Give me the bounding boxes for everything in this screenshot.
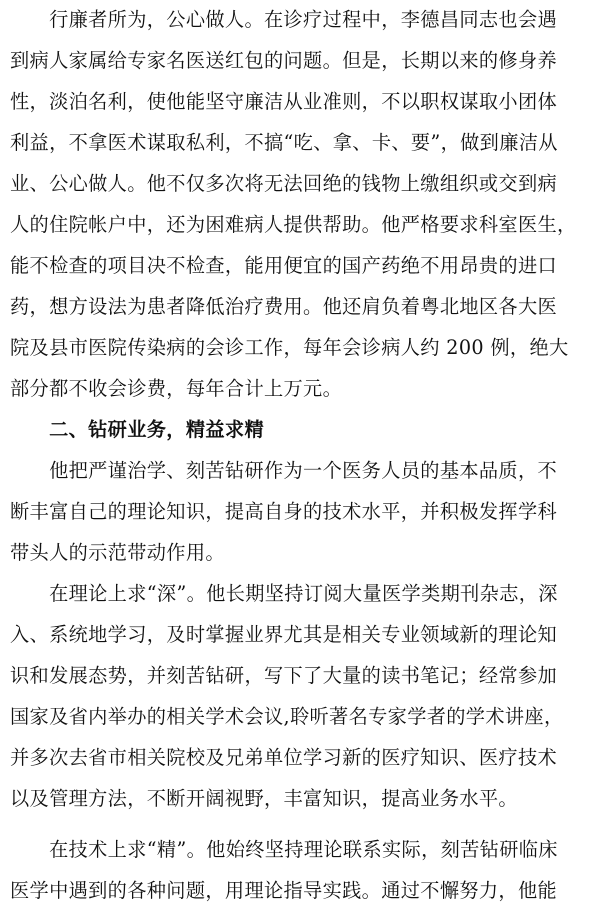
paragraph-line: 行廉者所为，公心做人。在诊疗过程中，李德昌同志也会遇 <box>10 8 558 31</box>
paragraph-line: 断丰富自己的理论知识，提高自身的技术水平，并积极发挥学科 <box>10 500 558 523</box>
paragraph-line: 人的住院帐户中，还为困难病人提供帮助。他严格要求科室医生， <box>10 213 577 236</box>
paragraph-line: 部分都不收会诊费，每年合计上万元。 <box>10 377 343 400</box>
paragraph-line: 在技术上求“精”。他始终坚持理论联系实际，刻苦钻研临床 <box>10 838 558 861</box>
paragraph-line: 在理论上求“深”。他长期坚持订阅大量医学类期刊杂志，深 <box>10 582 558 605</box>
paragraph-line: 到病人家属给专家名医送红包的问题。但是，长期以来的修身养 <box>10 49 558 72</box>
paragraph-line: 识和发展态势，并刻苦钻研，写下了大量的读书笔记；经常参加 <box>10 664 558 687</box>
paragraph-line: 业、公心做人。他不仅多次将无法回绝的钱物上缴组织或交到病 <box>10 172 558 195</box>
paragraph-line: 性，淡泊名利，使他能坚守廉洁从业准则，不以职权谋取小团体 <box>10 90 558 113</box>
paragraph-line: 以及管理方法，不断开阔视野，丰富知识，提高业务水平。 <box>10 787 518 810</box>
paragraph-line: 药，想方设法为患者降低治疗费用。他还肩负着粤北地区各大医 <box>10 295 558 318</box>
paragraph-line: 带头人的示范带动作用。 <box>10 541 225 564</box>
section-heading: 二、钻研业务，精益求精 <box>10 418 264 441</box>
paragraph-line: 入、系统地学习，及时掌握业界尤其是相关专业领域新的理论知 <box>10 623 558 646</box>
paragraph-line: 利益，不拿医术谋取私利，不搞“吃、拿、卡、要”，做到廉洁从 <box>10 131 558 154</box>
paragraph-line: 国家及省内举办的相关学术会议,聆听著名专家学者的学术讲座， <box>10 705 564 728</box>
paragraph-line: 医学中遇到的各种问题，用理论指导实践。通过不懈努力，他能 <box>10 879 558 902</box>
paragraph-line: 院及县市医院传染病的会诊工作，每年会诊病人约 200 例，绝大 <box>10 336 569 359</box>
paragraph-line: 他把严谨治学、刻苦钻研作为一个医务人员的基本品质，不 <box>10 459 558 482</box>
paragraph-line: 并多次去省市相关院校及兄弟单位学习新的医疗知识、医疗技术 <box>10 746 558 769</box>
paragraph-line: 能不检查的项目决不检查，能用便宜的国产药绝不用昂贵的进口 <box>10 254 558 277</box>
